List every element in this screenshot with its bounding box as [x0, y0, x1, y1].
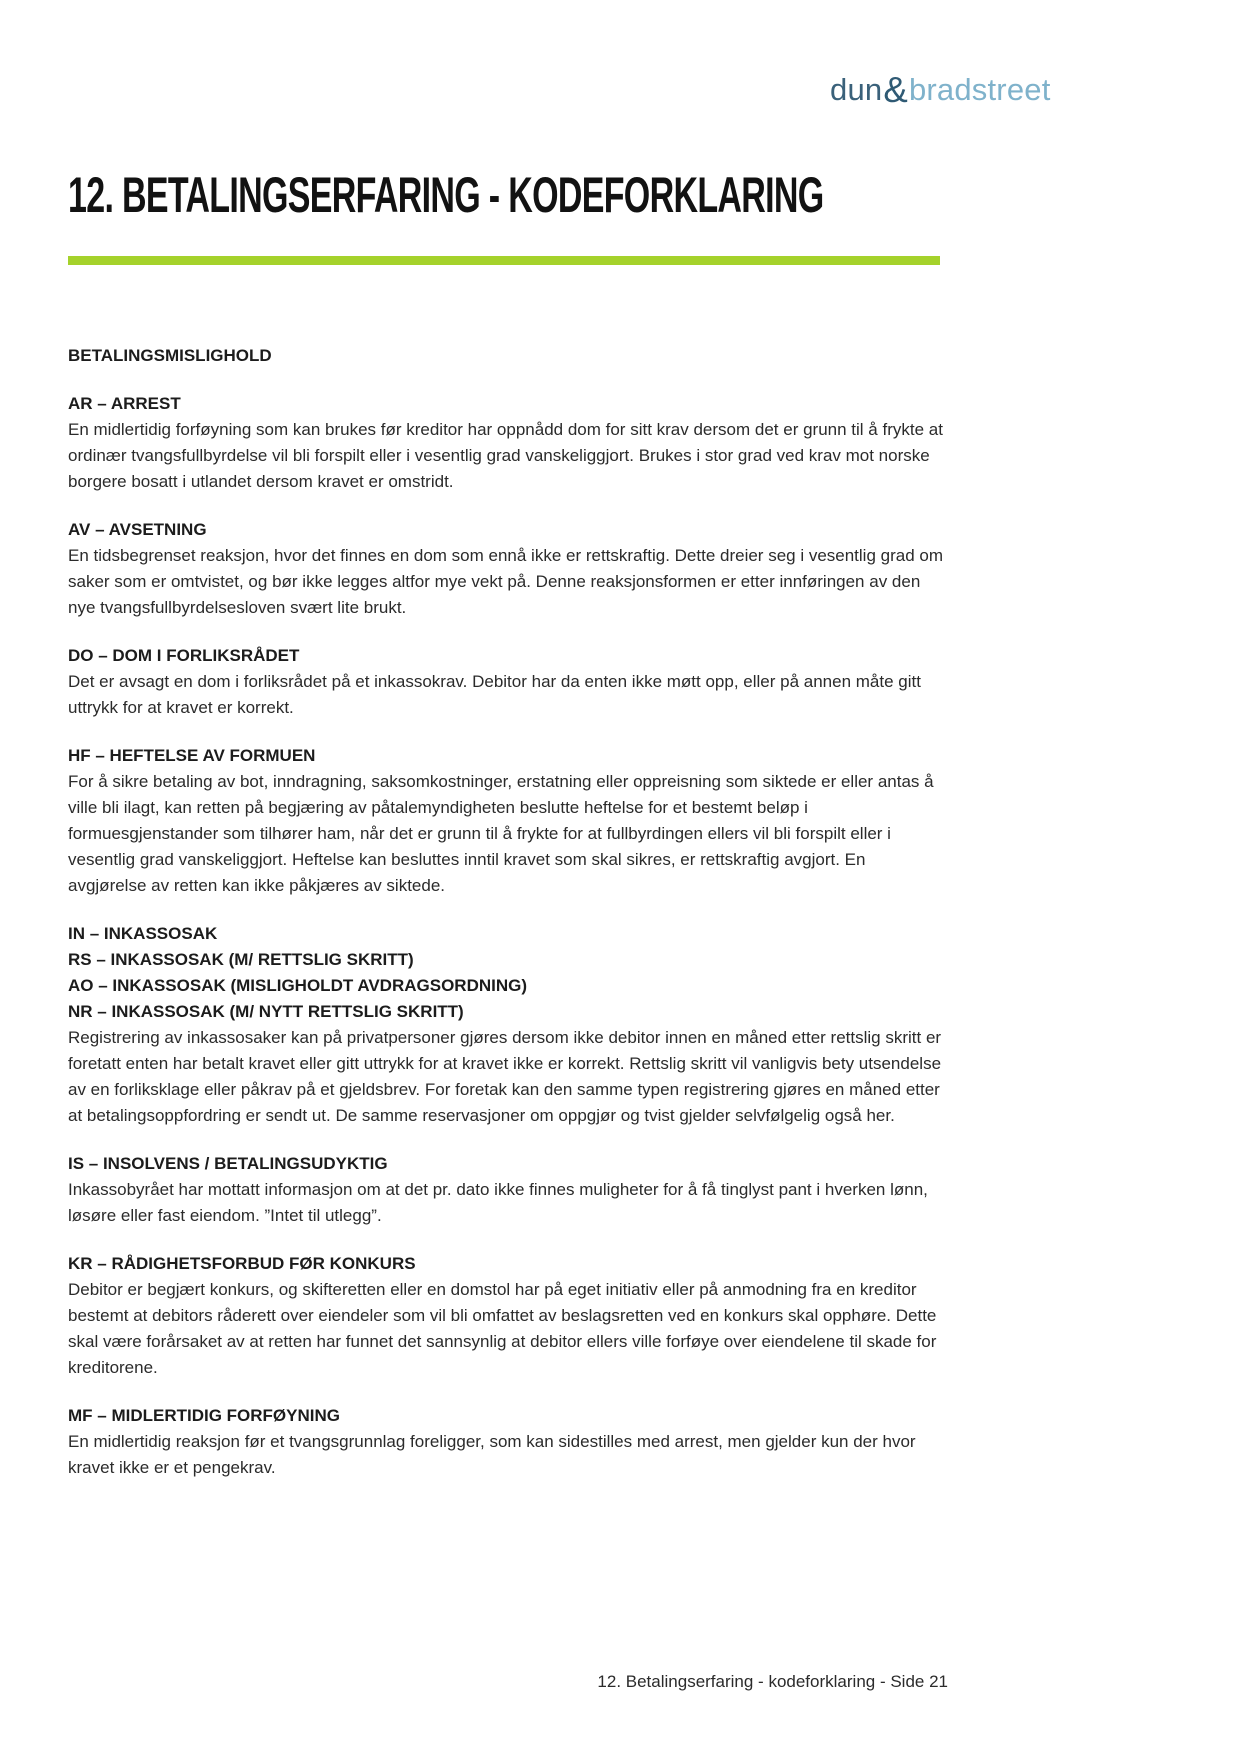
code-section	[68, 921, 948, 1129]
dun-and-bradstreet-logo	[830, 69, 1051, 110]
code-heading: IS – INSOLVENS / BETALINGSUDYKTIG	[68, 1154, 388, 1173]
code-heading: AO – INKASSOSAK (MISLIGHOLDT AVDRAGSORDNING)	[68, 976, 528, 995]
code-heading: AR – ARREST	[68, 394, 181, 413]
section-body: Det er avsagt en dom i forliksrådet på et inkassokrav. Debitor har da enten ikke møtt opp, eller på annen måte gitt uttrykk for at kravet er korrekt.	[68, 672, 921, 717]
code-heading: NR – INKASSOSAK (M/ NYTT RETTSLIG SKRITT)	[68, 1002, 464, 1021]
code-heading: DO – DOM I FORLIKSRÅDET	[68, 646, 300, 665]
section-header-betalingsmislighold: BETALINGSMISLIGHOLD	[68, 346, 272, 365]
section-body: For å sikre betaling av bot, inndragning, saksomkostninger, erstatning eller oppreisning som siktede er eller antas å ville bli ilagt, kan retten på begjæring av påtalemyndigheten beslutte heftelse for et bestemt beløp i formuesgjenstander som tilhører ham, når det er grunn til å frykte for at fullbyrdingen ellers vil bli forspilt eller i vesentlig grad vanskeliggjort. Heftelse kan besluttes inntil kravet som skal sikres, er rettskraftig avgjort. En avgjørelse av retten kan ikke påkjæres av siktede.	[68, 772, 934, 895]
code-section	[68, 1151, 948, 1229]
section-body: En midlertidig reaksjon før et tvangsgrunnlag foreligger, som kan sidestilles med arrest, men gjelder kun der hvor kravet ikke er et pengekrav.	[68, 1432, 916, 1477]
code-heading: AV – AVSETNING	[68, 520, 207, 539]
section-body: En midlertidig forføyning som kan brukes før kreditor har oppnådd dom for sitt krav dersom det er grunn til å frykte at ordinær tvangsfullbyrdelse vil bli forspilt eller i vesentlig grad vanskeliggjort. Brukes i stor grad ved krav mot norske borgere bosatt i utlandet dersom kravet er omstridt.	[68, 420, 943, 491]
code-section	[68, 643, 948, 721]
page-title	[68, 0, 948, 223]
code-heading: HF – HEFTELSE AV FORMUEN	[68, 746, 316, 765]
code-section	[68, 743, 948, 899]
section-body: Inkassobyrået har mottatt informasjon om at det pr. dato ikke finnes muligheter for å få tinglyst pant i hverken lønn, løsøre eller fast eiendom. ”Intet til utlegg”.	[68, 1180, 928, 1225]
code-heading: KR – RÅDIGHETSFORBUD FØR KONKURS	[68, 1254, 416, 1273]
code-heading: IN – INKASSOSAK	[68, 924, 218, 943]
section-body: En tidsbegrenset reaksjon, hvor det finnes en dom som ennå ikke er rettskraftig. Dette dreier seg i vesentlig grad om saker som er omtvistet, og bør ikke legges altfor mye vekt på. Denne reaksjonsformen er etter innføringen av den nye tvangsfullbyrdelsesloven svært lite brukt.	[68, 546, 944, 617]
section-body: Debitor er begjært konkurs, og skifteretten eller en domstol har på eget initiativ eller på anmodning fra en kreditor bestemt at debitors råderett over eiendeler som vil bli omfattet av beslagsretten ved en konkurs skal opphøre. Dette skal være forårsaket av at retten har funnet det sannsynlig at debitor ellers ville forføye over eiendelene til skade for kreditorene.	[68, 1280, 937, 1377]
code-heading: RS – INKASSOSAK (M/ RETTSLIG SKRITT)	[68, 950, 414, 969]
code-section	[68, 1251, 948, 1381]
page-title-text: 12. BETALINGSERFARING - KODEFORKLARING	[68, 167, 824, 223]
logo-text-dun: dun	[830, 71, 883, 107]
code-section	[68, 517, 948, 621]
page-footer: 12. Betalingserfaring - kodeforklaring - Side 21	[597, 1672, 948, 1691]
title-accent-bar	[68, 256, 940, 265]
code-heading: MF – MIDLERTIDIG FORFØYNING	[68, 1406, 340, 1425]
logo-ampersand-icon: &	[883, 69, 908, 110]
code-sections	[68, 391, 948, 1481]
code-section	[68, 391, 948, 495]
code-section	[68, 1403, 948, 1481]
section-body: Registrering av inkassosaker kan på privatpersoner gjøres dersom ikke debitor innen en måned etter rettslig skritt er foretatt enten har betalt kravet eller gitt uttrykk for at kravet ikke er korrekt. Rettslig skritt vil vanligvis bety utsendelse av en forliksklage eller påkrav på et gjeldsbrev. For foretak kan den samme typen registrering gjøres en måned etter at betalingsoppfordring er sendt ut. De samme reservasjoner om oppgjør og tvist gjelder selvfølgelig også her.	[68, 1028, 942, 1125]
logo-text-bradstreet: bradstreet	[908, 71, 1051, 107]
